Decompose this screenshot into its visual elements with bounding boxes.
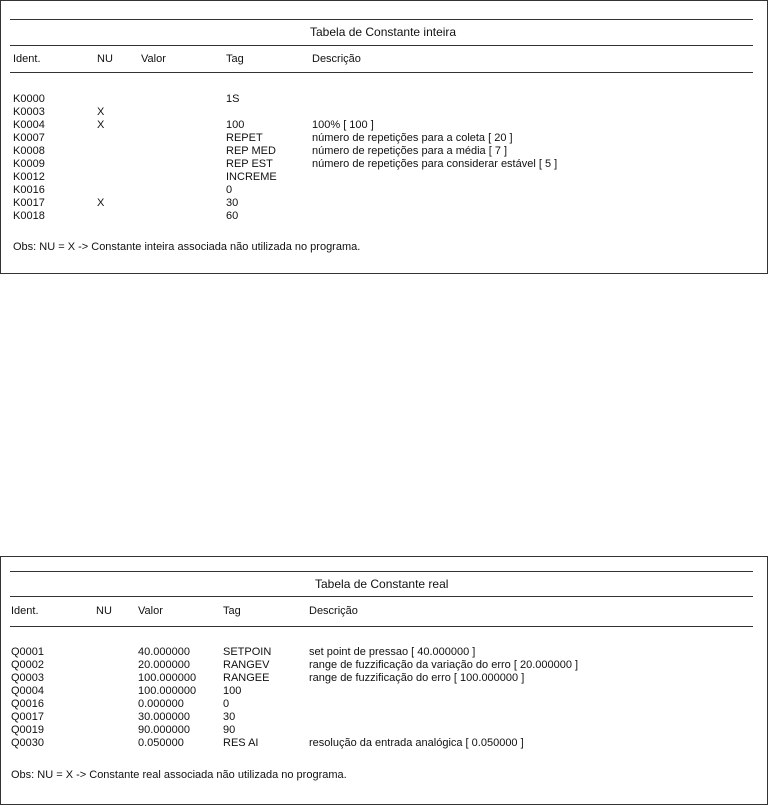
cell-tag: REP EST xyxy=(226,158,273,170)
header-ident: Ident. xyxy=(11,605,39,617)
cell-tag: 60 xyxy=(226,210,239,222)
cell-nu: X xyxy=(97,106,105,118)
cell-ident: K0003 xyxy=(13,106,45,118)
table-row xyxy=(1,93,767,106)
table-row xyxy=(1,119,767,132)
cell-valor: 30.000000 xyxy=(138,711,190,723)
cell-ident: Q0003 xyxy=(11,672,45,684)
cell-tag: INCREME xyxy=(226,171,277,183)
header-ident: Ident. xyxy=(13,53,41,65)
real-constant-table xyxy=(0,556,768,805)
cell-ident: Q0002 xyxy=(11,659,45,671)
header-nu: NU xyxy=(96,605,112,617)
table-body xyxy=(1,93,767,223)
cell-valor: 20.000000 xyxy=(138,659,190,671)
table-row xyxy=(1,646,767,659)
cell-ident: K0007 xyxy=(13,132,45,144)
cell-ident: Q0030 xyxy=(11,737,45,749)
cell-descricao: número de repetições para considerar estável [ 5 ] xyxy=(312,158,558,170)
cell-tag: RES AI xyxy=(223,737,259,749)
cell-ident: K0004 xyxy=(13,119,45,131)
table-row xyxy=(1,711,767,724)
cell-tag: 30 xyxy=(226,197,239,209)
table-row xyxy=(1,659,767,672)
title-divider xyxy=(10,596,753,597)
cell-valor: 0.000000 xyxy=(138,698,184,710)
table-top-rule xyxy=(10,19,753,20)
cell-valor: 40.000000 xyxy=(138,646,190,658)
cell-valor: 0.050000 xyxy=(138,737,184,749)
cell-tag: 0 xyxy=(223,698,230,710)
cell-tag: 90 xyxy=(223,724,236,736)
header-descricao: Descrição xyxy=(312,53,361,65)
table-title: Tabela de Constante inteira xyxy=(310,25,457,39)
cell-ident: Q0001 xyxy=(11,646,45,658)
table-row xyxy=(1,672,767,685)
cell-descricao: número de repetições para a coleta [ 20 ] xyxy=(312,132,513,144)
cell-tag: REP MED xyxy=(226,145,276,157)
cell-ident: K0012 xyxy=(13,171,45,183)
cell-tag: 100 xyxy=(226,119,245,131)
cell-valor: 90.000000 xyxy=(138,724,190,736)
cell-tag: 100 xyxy=(223,685,242,697)
table-row xyxy=(1,698,767,711)
cell-descricao: número de repetições para a média [ 7 ] xyxy=(312,145,508,157)
cell-tag: 30 xyxy=(223,711,236,723)
cell-tag: 1S xyxy=(226,93,240,105)
cell-descricao: set point de pressao [ 40.000000 ] xyxy=(309,646,476,658)
cell-ident: Q0019 xyxy=(11,724,45,736)
table-row xyxy=(1,106,767,119)
cell-nu: X xyxy=(97,119,105,131)
header-tag: Tag xyxy=(223,605,241,617)
table-row xyxy=(1,197,767,210)
table-top-rule xyxy=(10,571,753,572)
cell-ident: K0018 xyxy=(13,210,45,222)
header-descricao: Descrição xyxy=(309,605,358,617)
cell-descricao: range de fuzzificação do erro [ 100.000000 ] xyxy=(309,672,525,684)
cell-ident: Q0016 xyxy=(11,698,45,710)
table-row xyxy=(1,171,767,184)
cell-ident: K0008 xyxy=(13,145,45,157)
cell-valor: 100.000000 xyxy=(138,685,197,697)
cell-ident: Q0004 xyxy=(11,685,45,697)
cell-tag: 0 xyxy=(226,184,233,196)
table-row xyxy=(1,210,767,223)
table-row xyxy=(1,158,767,171)
table-footnote: Obs: NU = X -> Constante real associada não utilizada no programa. xyxy=(11,769,347,781)
cell-ident: K0009 xyxy=(13,158,45,170)
header-valor: Valor xyxy=(141,53,166,65)
title-divider xyxy=(10,45,753,46)
header-divider xyxy=(10,626,753,627)
table-row xyxy=(1,685,767,698)
header-tag: Tag xyxy=(226,53,244,65)
cell-ident: Q0017 xyxy=(11,711,45,723)
header-nu: NU xyxy=(97,53,113,65)
cell-descricao: 100% [ 100 ] xyxy=(312,119,374,131)
cell-ident: K0000 xyxy=(13,93,45,105)
header-valor: Valor xyxy=(138,605,163,617)
table-row xyxy=(1,724,767,737)
table-body xyxy=(1,646,767,750)
cell-descricao: range de fuzzificação da variação do erro [ 20.000000 ] xyxy=(309,659,579,671)
cell-tag: RANGEE xyxy=(223,672,270,684)
cell-ident: K0017 xyxy=(13,197,45,209)
table-row xyxy=(1,145,767,158)
cell-ident: K0016 xyxy=(13,184,45,196)
header-divider xyxy=(10,72,753,73)
integer-constant-table xyxy=(0,0,768,274)
cell-nu: X xyxy=(97,197,105,209)
table-row xyxy=(1,184,767,197)
table-row xyxy=(1,132,767,145)
table-footnote: Obs: NU = X -> Constante inteira associada não utilizada no programa. xyxy=(13,241,361,253)
cell-descricao: resolução da entrada analógica [ 0.050000 ] xyxy=(309,737,524,749)
cell-tag: RANGEV xyxy=(223,659,270,671)
cell-tag: SETPOIN xyxy=(223,646,272,658)
cell-tag: REPET xyxy=(226,132,263,144)
cell-valor: 100.000000 xyxy=(138,672,197,684)
table-title: Tabela de Constante real xyxy=(315,577,449,591)
table-row xyxy=(1,737,767,750)
